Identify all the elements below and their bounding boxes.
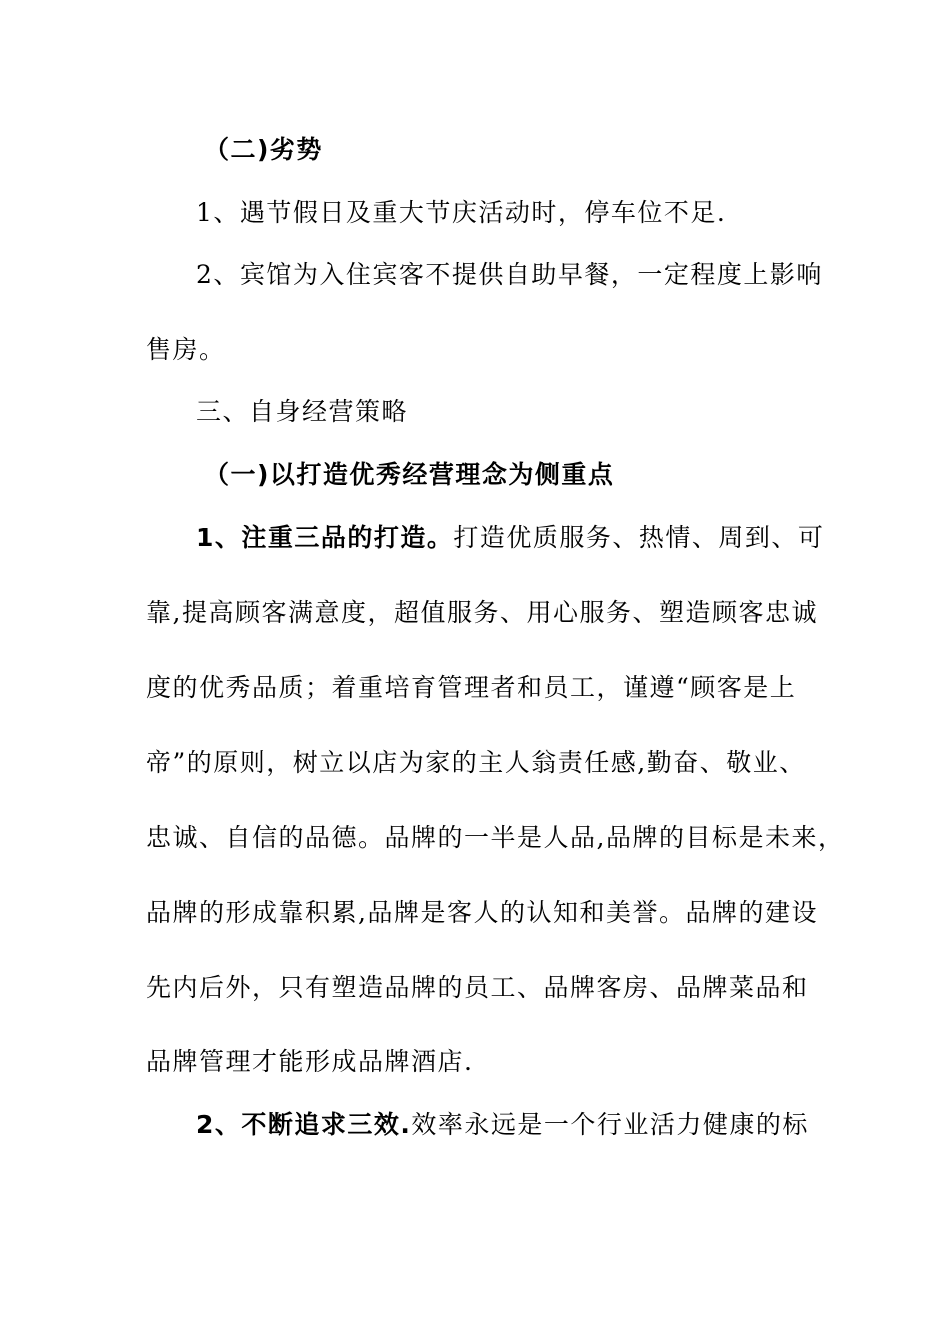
item-1-line-1 (196, 521, 824, 555)
item-1-line-8: 品牌管理才能形成品牌酒店. (146, 1047, 474, 1076)
weakness-item-1: 1、遇节假日及重大节庆活动时，停车位不足. (196, 198, 727, 227)
weakness-item-2-line-1: 2、宾馆为入住宾客不提供自助早餐，一定程度上影响 (196, 260, 823, 289)
item-1-line-2: 靠,提高顾客满意度，超值服务、用心服务、塑造顾客忠诚 (146, 598, 818, 627)
item-1-title: 1、注重三品的打造。 (196, 523, 454, 552)
item-2-line-1-text: 效率永远是一个行业活力健康的标 (411, 1110, 809, 1139)
item-1-line-3: 度的优秀品质；着重培育管理者和员工，谨遵“顾客是上 (146, 673, 797, 702)
item-1-line-4: 帝”的原则，树立以店为家的主人翁责任感,勤奋、敬业、 (146, 748, 806, 777)
item-1-line-1-text: 打造优质服务、热情、周到、可 (453, 523, 825, 552)
item-1-line-5: 忠诚、自信的品德。品牌的一半是人品,品牌的目标是未来， (146, 823, 845, 852)
item-1-line-6: 品牌的形成靠积累,品牌是客人的认知和美誉。品牌的建设 (146, 898, 818, 927)
item-1-line-7: 先内后外，只有塑造品牌的员工、品牌客房、品牌菜品和 (146, 973, 809, 1002)
item-2-title: 2、不断追求三效. (196, 1110, 412, 1139)
item-2-line-1 (196, 1108, 809, 1142)
weakness-item-2-line-2: 售房。 (146, 335, 226, 364)
section-three-heading: 三、自身经营策略 (196, 397, 409, 426)
subsection-one-heading: （一)以打造优秀经营理念为侧重点 (204, 460, 615, 489)
section-weakness-heading: （二)劣势 (204, 135, 323, 164)
